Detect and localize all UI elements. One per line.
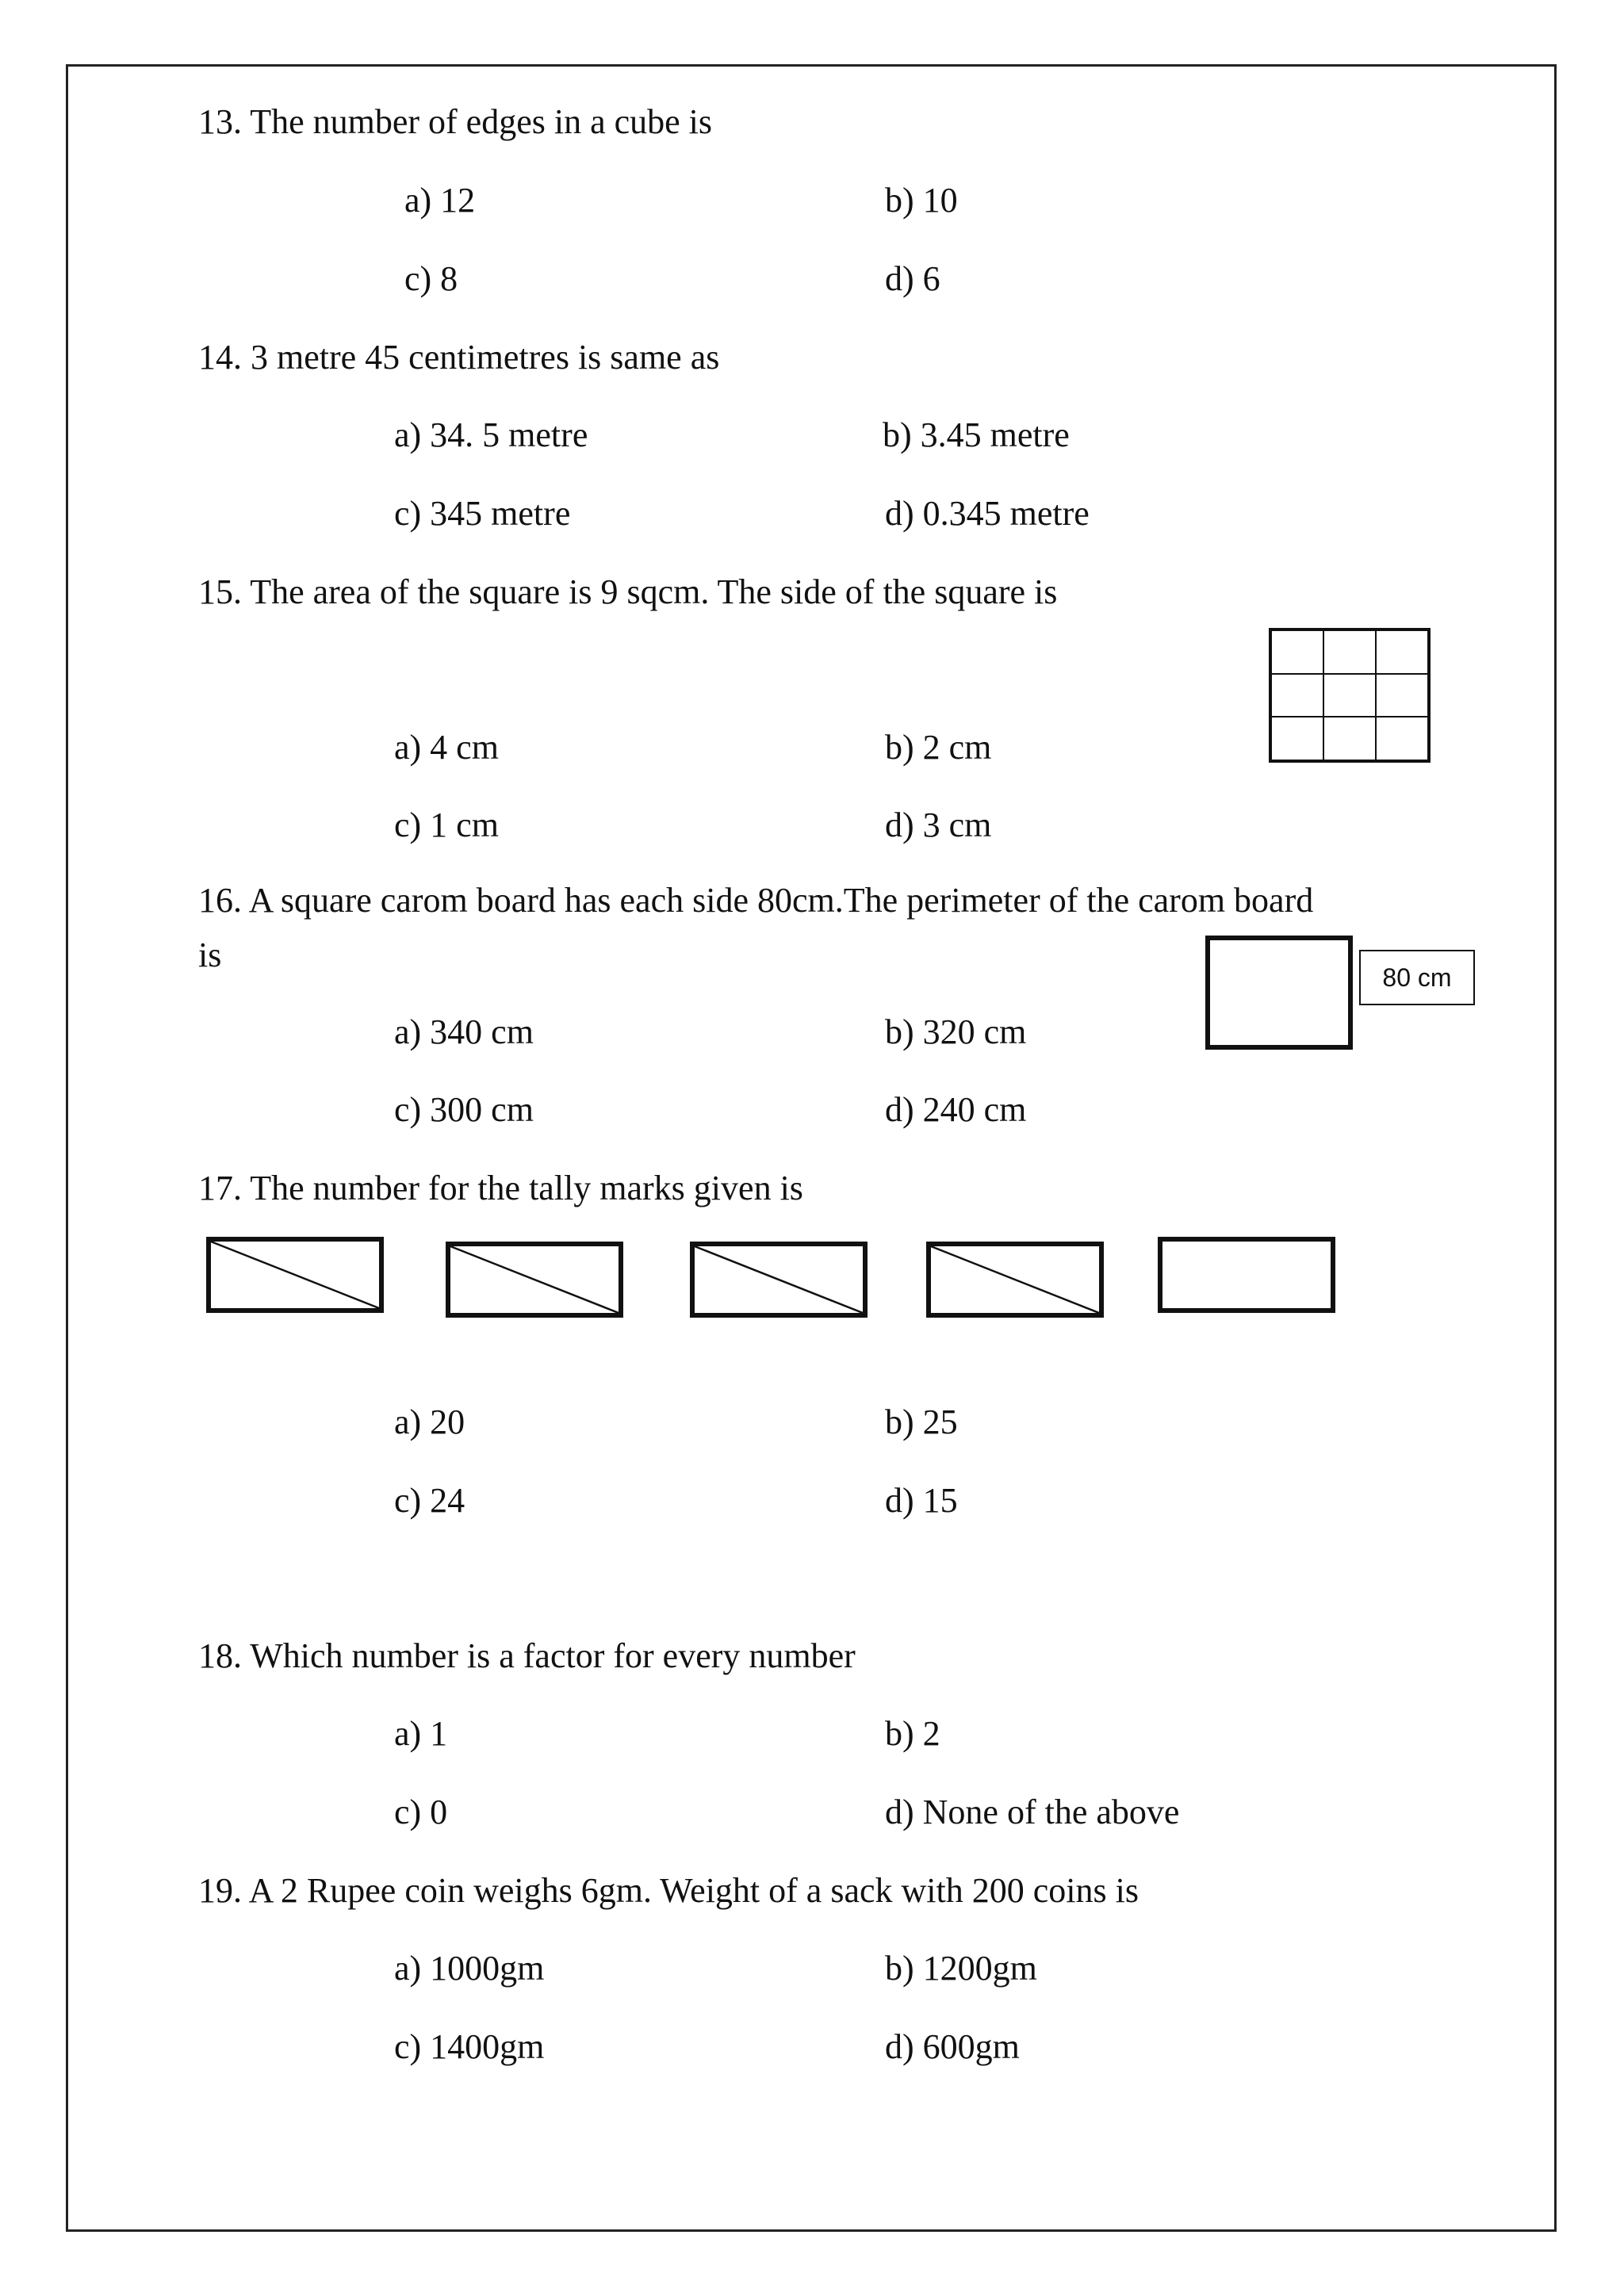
question-18-option-c: c) 0 [394,1793,448,1831]
question-15-option-c: c) 1 cm [394,806,499,844]
question-19-option-d: d) 600gm [885,2027,1020,2066]
grid-cell [1271,630,1323,674]
question-18-option-b: b) 2 [885,1714,940,1753]
question-16-text-line2: is [198,936,222,974]
grid-cell [1271,674,1323,718]
grid-cell [1323,674,1376,718]
side-length-label: 80 cm [1359,950,1475,1005]
question-13-option-c: c) 8 [404,259,458,298]
question-15-option-b: b) 2 cm [885,728,992,767]
question-13-option-a: a) 12 [404,181,476,220]
grid-cell [1376,630,1428,674]
grid-cell [1271,717,1323,760]
tally-box-with-diagonal [690,1242,868,1318]
question-15-option-a: a) 4 cm [394,728,499,767]
question-16-text-line1: 16. A square carom board has each side 80cm.The perimeter of the carom board [198,881,1314,920]
question-18-option-d: d) None of the above [885,1793,1180,1831]
carom-board-square-figure [1205,936,1353,1050]
question-18-option-a: a) 1 [394,1714,448,1753]
question-19-option-b: b) 1200gm [885,1949,1037,1988]
question-16-option-c: c) 300 cm [394,1090,534,1129]
question-16-option-b: b) 320 cm [885,1012,1027,1051]
grid-cell [1323,717,1376,760]
question-19-option-c: c) 1400gm [394,2027,545,2066]
tally-box-with-diagonal [206,1237,384,1313]
tally-box-with-diagonal [926,1242,1104,1318]
grid-cell [1376,674,1428,718]
question-14-option-c: c) 345 metre [394,494,571,533]
question-16-option-a: a) 340 cm [394,1012,534,1051]
question-17-option-c: c) 24 [394,1481,465,1520]
question-14-option-d: d) 0.345 metre [885,494,1090,533]
question-17-option-d: d) 15 [885,1481,958,1520]
question-19-text: 19. A 2 Rupee coin weighs 6gm. Weight of a sack with 200 coins is [198,1871,1139,1910]
question-15-text: 15. The area of the square is 9 sqcm. The side of the square is [198,572,1058,611]
question-15-option-d: d) 3 cm [885,806,992,844]
question-14-text: 14. 3 metre 45 centimetres is same as [198,338,720,377]
grid-cell [1376,717,1428,760]
question-17-option-a: a) 20 [394,1402,465,1441]
question-17-option-b: b) 25 [885,1402,958,1441]
question-18-text: 18. Which number is a factor for every number [198,1636,856,1675]
question-19-option-a: a) 1000gm [394,1949,545,1988]
tally-box-empty [1158,1237,1335,1313]
grid-cell [1323,630,1376,674]
nine-square-grid-figure [1269,628,1431,763]
question-13-text: 13. The number of edges in a cube is [198,102,713,141]
tally-box-with-diagonal [446,1242,623,1318]
question-14-option-a: a) 34. 5 metre [394,415,588,454]
question-14-option-b: b) 3.45 metre [883,415,1070,454]
question-13-option-d: d) 6 [885,259,940,298]
question-17-text: 17. The number for the tally marks given is [198,1169,803,1207]
question-16-option-d: d) 240 cm [885,1090,1027,1129]
question-13-option-b: b) 10 [885,181,958,220]
